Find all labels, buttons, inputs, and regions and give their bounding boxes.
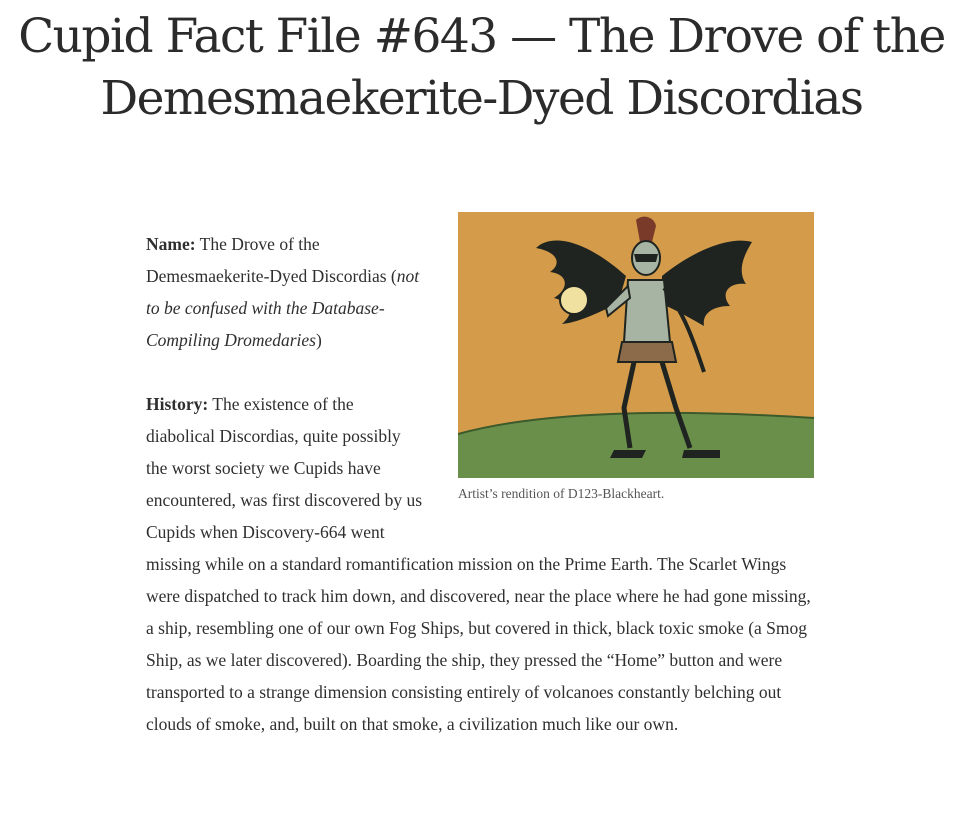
name-aside: not to be confused with the Database-Compiling Dromedaries [146,266,420,350]
blackheart-illustration [458,212,814,478]
name-value: The Drove of the Demesmaekerite-Dyed Discordias [146,234,387,286]
illustration-torch [560,286,588,314]
illustration-caption: Artist’s rendition of D123-Blackheart. [458,486,665,501]
name-open-paren: ( [390,266,397,286]
illustration-skirt [618,342,676,362]
illustration-visor [634,254,658,262]
illustration-left-foot [610,450,646,458]
page-title: Cupid Fact File #643 — The Drove of the Demesmaekerite-Dyed Discordias [18,9,945,126]
article-body [146,228,814,772]
name-label: Name: [146,234,196,254]
illustration-figure [458,212,814,504]
illustration-right-foot [682,450,720,458]
name-close-paren: ) [315,330,322,350]
history-text: The existence of the diabolical Discordias, quite possibly the worst society we Cupids have encountered, was first discovered by us Cupids when Discovery-664 went missing while on a standard romantification mission on the Prime Earth. The Scarlet Wings were dispatched to track him down, and discovered, near the place where he had gone missing, a ship, resembling one of our own Fog Ships, but covered in thick, black toxic smoke (a Smog Ship, as we later discovered). Boarding the ship, they pressed the “Home” button and were transported to a strange dimension consisting entirely of volcanoes constantly belching out clouds of smoke, and, built on that smoke, a civilization much like our own. [146,394,811,734]
history-label: History: [146,394,209,414]
